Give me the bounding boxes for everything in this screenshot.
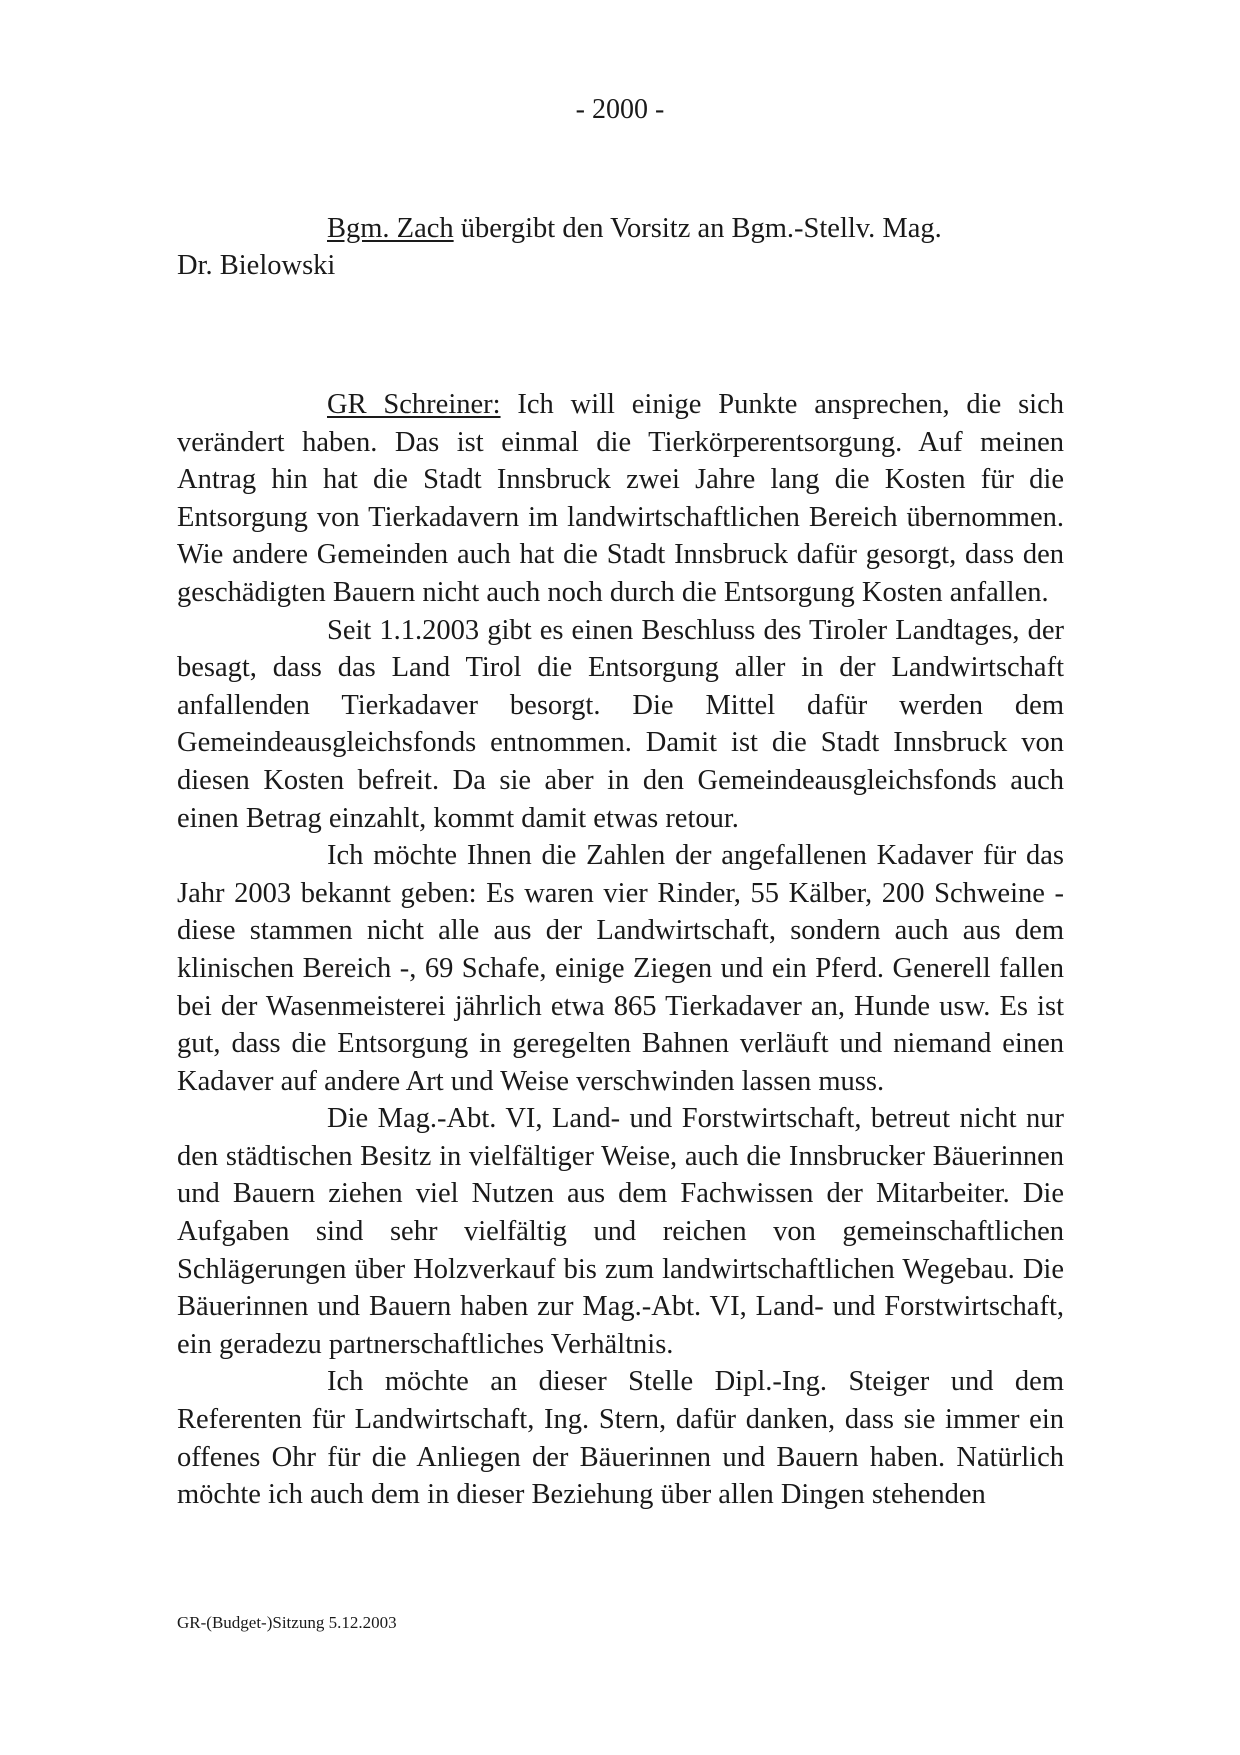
chair-handover: [177, 210, 1067, 284]
page-number: - 2000 -: [575, 94, 665, 125]
chair-handover-line1: [177, 210, 1067, 247]
page-footer: GR-(Budget-)Sitzung 5.12.2003: [177, 1613, 397, 1632]
paragraph: Ich möchte Ihnen die Zahlen der angefallenen Kadaver für das Jahr 2003 bekannt geben: Es waren vier Rinder, 55 Kälber, 200 Schweine - diese stammen nicht alle aus der Landwirtschaft, sondern auch aus dem klinischen Bereich -, 69 Schafe, einige Ziegen und ein Pferd. Generell fallen bei der Wasenmeisterei jährlich etwa 865 Tierkadaver an, Hunde usw. Es ist gut, dass die Entsorgung in geregelten Bahnen verläuft und niemand einen Kadaver auf andere Art und Weise verschwinden lassen muss.: [177, 840, 1064, 1097]
statement-body: [177, 386, 1064, 1514]
paragraph: Ich möchte an dieser Stelle Dipl.-Ing. Steiger und dem Referenten für Landwirtschaft, Ing. Stern, dafür danken, dass sie immer ein offenes Ohr für die Anliegen der Bäuerinnen und Bauern haben. Natürlich möchte ich auch dem in dieser Beziehung über allen Dingen stehenden: [177, 1366, 1064, 1511]
paragraph: [177, 386, 1064, 612]
paragraph: Die Mag.-Abt. VI, Land- und Forstwirtschaft, betreut nicht nur den städtischen Besitz in vielfältiger Weise, auch die Innsbrucker Bäuerinnen und Bauern ziehen viel Nutzen aus dem Fachwissen der Mitarbeiter. Die Aufgaben sind sehr vielfältig und reichen von gemeinschaftlichen Schlägerungen über Holzverkauf bis zum landwirtschaftlichen Wegebau. Die Bäuerinnen und Bauern haben zur Mag.-Abt. VI, Land- und Forstwirtschaft, ein geradezu partnerschaftliches Verhältnis.: [177, 1103, 1064, 1360]
paragraph-text: Ich will einige Punkte ansprechen, die sich verändert haben. Das ist einmal die Tierkörperentsorgung. Auf meinen Antrag hin hat die Stadt Innsbruck zwei Jahre lang die Kosten für die Entsorgung von Tierkadavern im landwirtschaftlichen Bereich übernommen. Wie andere Gemeinden auch hat die Stadt Innsbruck dafür gesorgt, dass den geschädigten Bauern nicht auch noch durch die Entsorgung Kosten anfallen.: [177, 389, 1064, 608]
speaker-name: Bgm. Zach: [327, 213, 454, 244]
paragraph: Seit 1.1.2003 gibt es einen Beschluss des Tiroler Landtages, der besagt, dass das Land Tirol die Entsorgung aller in der Landwirtschaft anfallenden Tierkadaver besorgt. Die Mittel dafür werden dem Gemeindeausgleichsfonds entnommen. Damit ist die Stadt Innsbruck von diesen Kosten befreit. Da sie aber in den Gemeindeausgleichsfonds auch einen Betrag einzahlt, kommt damit etwas retour.: [177, 614, 1064, 834]
speaker-name: GR Schreiner:: [327, 389, 501, 420]
chair-handover-line2: Dr. Bielowski: [177, 250, 336, 281]
chair-handover-text: übergibt den Vorsitz an Bgm.-Stellv. Mag.: [453, 213, 942, 244]
